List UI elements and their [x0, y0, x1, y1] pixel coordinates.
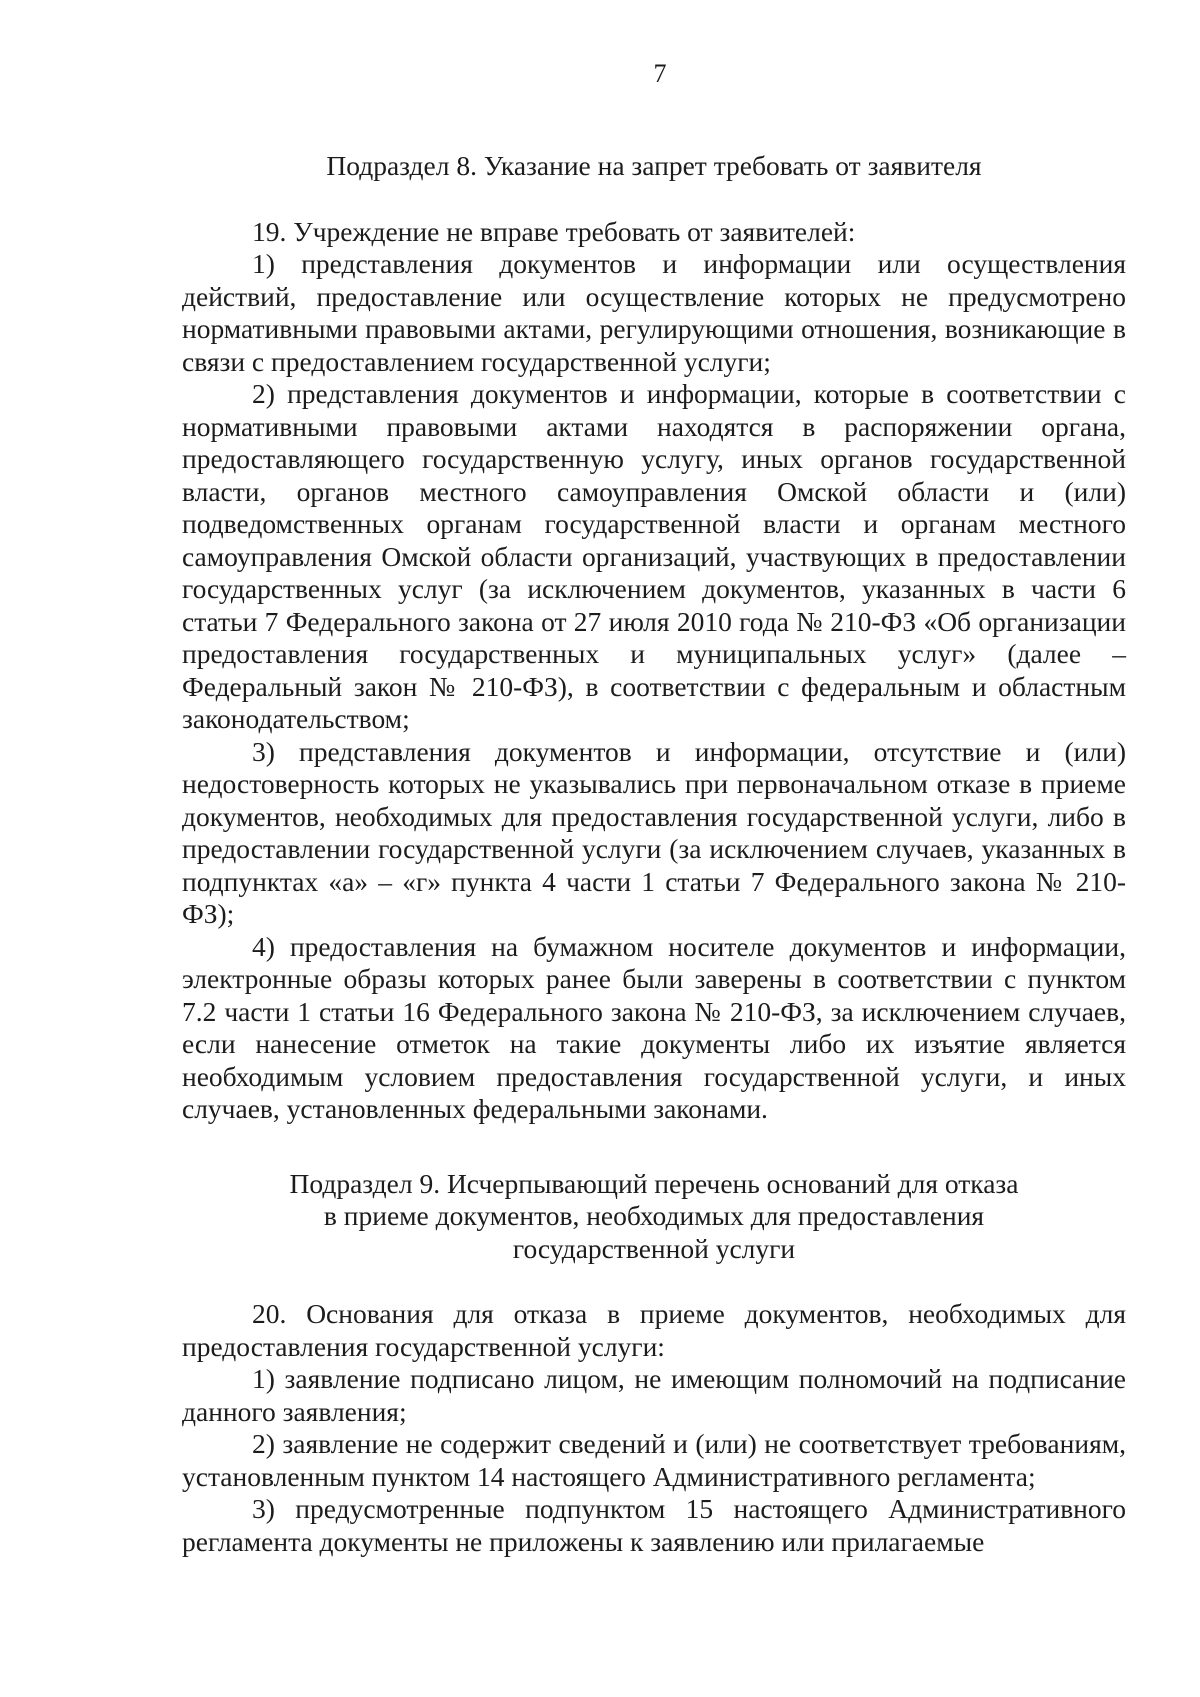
paragraph-19-item-4: 4) предоставления на бумажном носителе документов и информации, электронные образы которых ранее были заверены в соответствии с пунктом 7.2 части 1 статьи 16 Федерального закона № 210-ФЗ, за исключением случаев, если нанесение отметок на такие документы либо их изъятие является необходимым условием предоставления государственной услуги, и иных случаев, установленных федеральными законами. [182, 930, 1126, 1124]
section-9-heading [182, 1168, 1126, 1266]
paragraph-19-intro: 19. Учреждение не вправе требовать от заявителей: [252, 215, 856, 247]
paragraph-19-item-2: 2) представления документов и информации, которые в соответствии с нормативными правовыми актами находятся в распоряжении органа, предоставляющего государственную услугу, иных органов государственной власти, органов местного самоуправления Омской области и (или) подведомственных органам государственной власти и органам местного самоуправления Омской области организаций, участвующих в предоставлении государственных услуг (за исключением документов, указанных в части 6 статьи 7 Федерального закона от 27 июля 2010 года № 210-ФЗ «Об организации предоставления государственных и муниципальных услуг» (далее – Федеральный закон № 210-ФЗ), в соответствии с федеральным и областным законодательством; [182, 378, 1126, 734]
paragraph-20-item-3: 3) предусмотренные подпунктом 15 настоящего Административного регламента документы не приложены к заявлению или прилагаемые [182, 1493, 1126, 1557]
section-8-heading: Подраздел 8. Указание на запрет требовать от заявителя [326, 150, 982, 181]
document-body [182, 150, 1126, 1558]
section-9-heading-line: в приеме документов, необходимых для предоставления [323, 1200, 985, 1231]
paragraph-20-intro: 20. Основания для отказа в приеме документов, необходимых для предоставления государственной услуги: [182, 1298, 1126, 1362]
section-9-heading-line: Подраздел 9. Исчерпывающий перечень оснований для отказа [289, 1167, 1019, 1199]
paragraph-20-item-1: 1) заявление подписано лицом, не имеющим полномочий на подписание данного заявления; [182, 1363, 1126, 1427]
paragraph-19-item-3: 3) представления документов и информации, отсутствие и (или) недостоверность которых не указывались при первоначальном отказе в приеме документов, необходимых для предоставления государственной услуги, либо в предоставлении государственной услуги (за исключением случаев, указанных в подпунктах «а» – «г» пункта 4 части 1 статьи 7 Федерального закона № 210-ФЗ); [182, 735, 1126, 929]
paragraph-19-item-1: 1) представления документов и информации или осуществления действий, предоставление или осуществление которых не предусмотрено нормативными правовыми актами, регулирующими отношения, возникающие в связи с предоставлением государственной услуги; [182, 248, 1126, 377]
page-number: 7 [653, 59, 667, 88]
section-9-heading-line: государственной услуги [512, 1232, 796, 1264]
paragraph-20-item-2: 2) заявление не содержит сведений и (или) не соответствует требованиям, установленным пунктом 14 настоящего Административного регламента; [182, 1428, 1126, 1492]
